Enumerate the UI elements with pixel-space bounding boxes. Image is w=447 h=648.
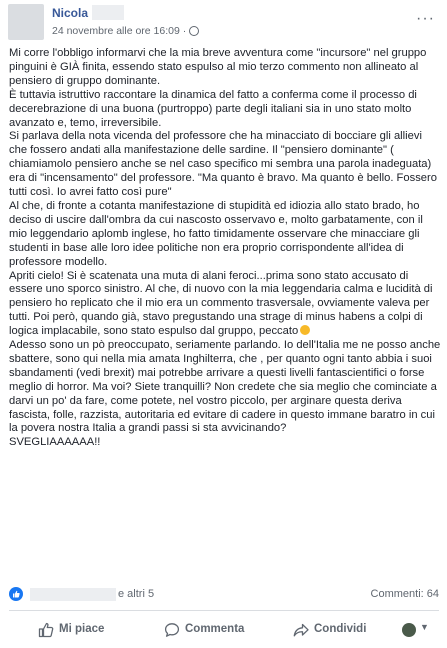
reaction-count[interactable]: e altri 5 <box>118 588 155 600</box>
redacted-surname <box>92 5 124 20</box>
like-reaction-icon[interactable] <box>9 587 23 601</box>
action-bar <box>0 614 447 646</box>
more-options-icon[interactable]: ··· <box>416 10 435 27</box>
comment-label: Commenta <box>185 623 245 635</box>
profile-avatar-icon[interactable] <box>402 623 416 637</box>
comment-count[interactable]: Commenti: 64 <box>370 588 439 600</box>
post-paragraph-text: Apriti cielo! Si è scatenata una muta di alani feroci...prima sono stato accusato di essere uno sporco sinistro. Al che, di nuovo con la mia leggendaria calma e lucidità di pensiero ho replicato che il mio era un commento trasversale, ovviamente valeva per tutti. Poi però, quando già, stavo pregustando una strage di minus habens a colpi di logica implacabile, sono stato espulso dal gruppo, peccato <box>9 269 433 338</box>
post-paragraph: È tuttavia istruttivo raccontare la dinamica del fatto a conferma come il processo di decerebrazione di una buona (purtroppo) parte degli italiani sia in uno stato molto avanzato e, temo, irreversibile. <box>9 88 417 129</box>
meta-separator: · <box>182 25 187 37</box>
sad-face-emoji-icon <box>300 325 310 335</box>
thumbs-up-icon <box>38 622 54 638</box>
post-timestamp[interactable]: 24 novembre alle ore 16:09 <box>52 25 180 37</box>
comment-icon <box>164 622 180 638</box>
post-body <box>9 47 441 450</box>
post-meta <box>52 25 186 37</box>
post-paragraph: Si parlava della nota vicenda del professore che ha minacciato di bocciare gli allievi che fossero andati alla manifestazione delle sardine. Il "pensiero dominante" ( chiamiamolo pensiero anche se nel caso specifico mi sembra una parola inadeguata) era di "incensamento" del professore. "Ma quanto è bravo. Ma quanto è bello. Fossero tutti così. Io avrei fatto così pure" <box>9 130 437 199</box>
share-arrow-icon <box>293 622 309 638</box>
post-header <box>0 0 447 46</box>
post-paragraph: SVEGLIAAAAAA!! <box>9 436 101 449</box>
post-paragraph <box>9 270 441 340</box>
caret-down-icon[interactable]: ▼ <box>420 622 429 632</box>
share-label: Condividi <box>314 623 367 635</box>
author-name[interactable]: Nicola <box>52 6 89 20</box>
post-paragraph: Al che, di fronte a cotanta manifestazione di stupidità ed idiozia allo stato brado, ho deciso di uscire dall'ombra da cui nascosto osservavo e, molto garbatamente, con il mio leggendario aplomb inglese, ho fatto timidamente osservare che minacciare gli studenti in base alle loro idee politiche non era proprio corrispondente all'idea di professore modello. <box>9 199 423 268</box>
reaction-stats <box>0 585 447 603</box>
post-paragraph: Mi corre l'obbligo informarvi che la mia breve avventura come "incursore" nel gruppo pinguini è GIÀ finita, essendo stato espulso al mio terzo commento non allineato al pensiero di gruppo dominante. <box>9 47 427 87</box>
globe-icon <box>189 26 199 36</box>
divider <box>9 610 439 611</box>
post-paragraph: Adesso sono un pò preoccupato, seriamente parlando. Io dell'Italia me ne posso anche sbattere, sono qui nella mia amata Inghilterra, che , per quanto ogni tanto abbia i suoi sbandamenti (vedi brexit) mai potrebbe arrivare a questi livelli fantascientifici o forse meglio di horror. Ma voi? Siete tranquilli? Non credete che sia meglio che cominciate a darvi un po' da fare, come potete, nel vostro piccolo, per arginare questa deriva fascista, folle, razzista, autoritaria ed evitare di cadere in questo immane baratro in cui la povera nostra Italia a grandi passi si sta avvicinando? <box>9 339 441 435</box>
redacted-reactor-names <box>30 588 116 601</box>
avatar[interactable] <box>8 4 44 40</box>
like-label: Mi piace <box>59 623 105 635</box>
